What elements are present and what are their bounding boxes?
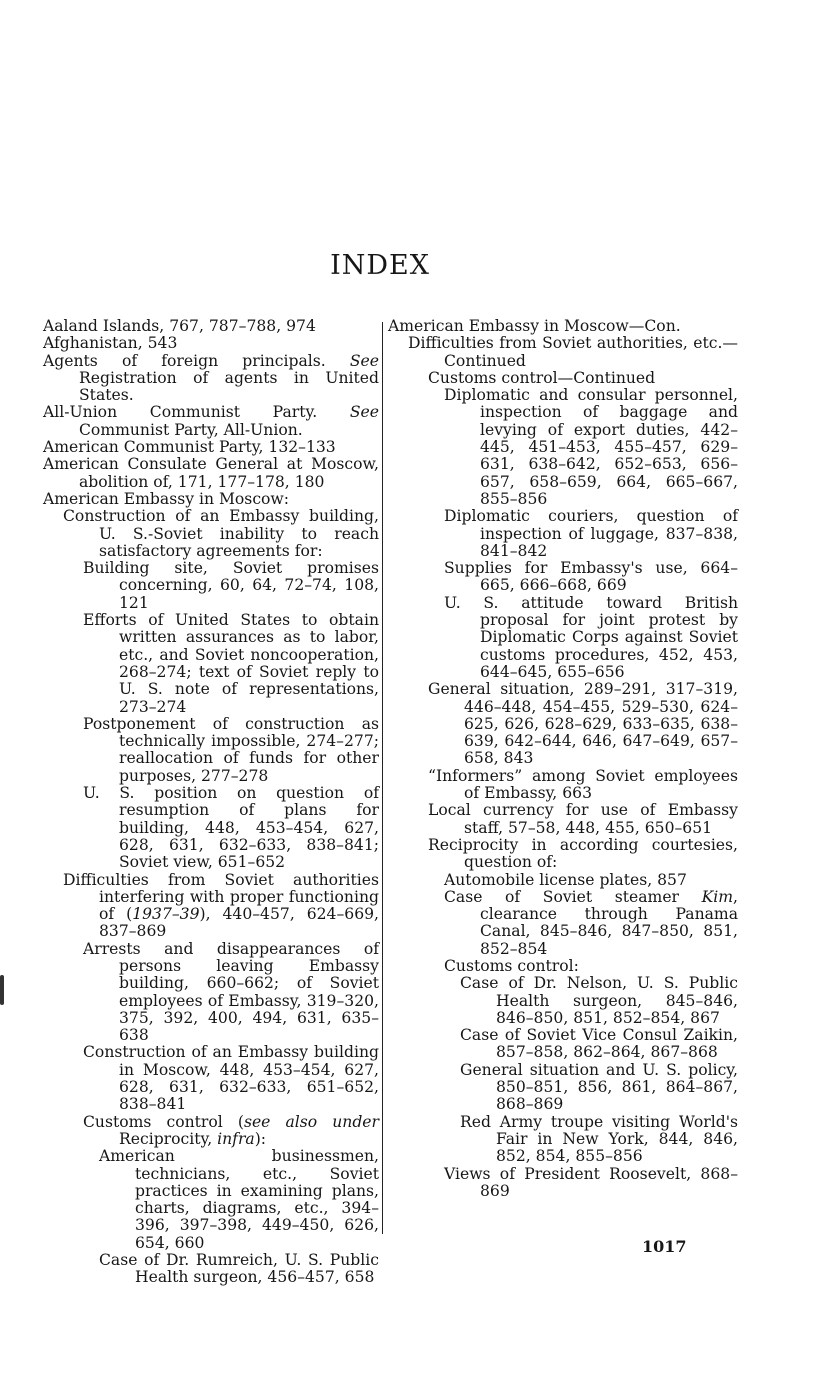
index-entry xyxy=(428,681,738,767)
index-entry-italic-text: see also under xyxy=(243,1112,379,1131)
index-entry xyxy=(428,370,738,387)
index-entry xyxy=(63,508,379,560)
index-entry-text: Efforts of United States to obtain written assurances as to labor, etc., and Soviet noncooperation, 268–274; text of Soviet reply to U. S. note of representations, 273–274 xyxy=(83,611,379,716)
index-entry xyxy=(428,768,738,803)
index-entry xyxy=(460,1027,738,1062)
page-number: 1017 xyxy=(642,1237,687,1256)
index-entry-text: Red Army troupe visiting World's Fair in New York, 844, 846, 852, 854, 855–856 xyxy=(460,1112,738,1166)
index-entry-text: Registration of agents in United States. xyxy=(79,368,379,405)
index-entry-text: General situation and U. S. policy, 850–851, 856, 861, 864–867, 868–869 xyxy=(460,1060,738,1114)
index-entry-text: American Embassy in Moscow—Con. xyxy=(388,317,681,335)
index-entry-text: Construction of an Embassy building, U. S.-Soviet inability to reach satisfactory agreements for: xyxy=(63,507,379,560)
index-entry xyxy=(444,595,738,681)
index-entry xyxy=(99,1148,379,1252)
index-entry-italic-text: See xyxy=(349,403,379,422)
index-column-right xyxy=(388,318,738,1200)
index-entry-text: Customs control: xyxy=(444,956,579,975)
index-entry-text: American Embassy in Moscow: xyxy=(43,489,290,508)
index-entry xyxy=(444,958,738,975)
index-entry-text: Arrests and disappearances of persons leaving Embassy building, 660–662; of Soviet employees of Embassy, 319–320, 375, 392, 400, 494, 631, 635–638 xyxy=(83,939,379,1045)
index-entry-text: General situation, 289–291, 317–319, 446–448, 454–455, 529–530, 624–625, 626, 628–629, 633–635, 638–639, 642–644, 646, 647–649, 657–658, 843 xyxy=(428,680,738,768)
index-entry xyxy=(43,404,379,439)
index-entry xyxy=(444,387,738,508)
index-entry xyxy=(444,872,738,889)
index-entry-italic-text: infra xyxy=(217,1129,255,1148)
index-entry-text: U. S. position on question of resumption of plans for building, 448, 453–454, 627, 628, 631, 632–633, 838–841; Soviet view, 651–652 xyxy=(83,784,379,872)
index-entry xyxy=(83,560,379,612)
index-entry-text: Case of Soviet steamer xyxy=(444,887,702,906)
index-entry xyxy=(444,889,738,958)
index-entry-text: Case of Soviet Vice Consul Zaikin, 857–858, 862–864, 867–868 xyxy=(460,1026,738,1062)
column-divider xyxy=(382,322,383,1234)
index-entry xyxy=(83,785,379,871)
index-entry-text: Customs control—Continued xyxy=(428,368,656,387)
index-entry-text: , clearance through Panama Canal, 845–846, 847–850, 851, 852–854 xyxy=(480,887,738,958)
index-entry-text: Difficulties from Soviet authorities, etc.—Continued xyxy=(408,334,738,370)
index-entry xyxy=(83,941,379,1045)
index-entry-text: American Consulate General at Moscow, abolition of, 171, 177–178, 180 xyxy=(43,455,379,491)
index-entry xyxy=(444,1166,738,1201)
index-entry-text: Reciprocity, xyxy=(119,1129,218,1148)
index-column-left xyxy=(43,318,379,1287)
index-entry xyxy=(83,1114,379,1149)
index-entry-text: Agents of foreign principals. xyxy=(43,351,350,370)
index-entry-text: ), 440–457, 624–669, 837–869 xyxy=(99,905,379,941)
index-entry-text: Construction of an Embassy building in Moscow, 448, 453–454, 627, 628, 631, 632–633, 651–652, 838–841 xyxy=(83,1043,379,1114)
index-entry-italic-text: Kim xyxy=(701,887,734,906)
index-entry-text: American businessmen, technicians, etc., Soviet practices in examining plans, charts, diagrams, etc., 394–396, 397–398, 449–450, 626, 654, 660 xyxy=(99,1147,379,1252)
index-entry xyxy=(408,335,738,370)
index-entry xyxy=(63,872,379,941)
index-entry-text: Diplomatic couriers, question of inspection of luggage, 837–838, 841–842 xyxy=(444,507,738,560)
index-entry-italic-text: 1937–39 xyxy=(132,905,200,924)
index-entry-text: Afghanistan, 543 xyxy=(43,334,178,353)
index-entry-text: Case of Dr. Rumreich, U. S. Public Health surgeon, 456–457, 658 xyxy=(99,1251,379,1287)
index-entry xyxy=(460,1114,738,1166)
index-entry-text: Communist Party, All-Union. xyxy=(79,420,303,439)
index-entry xyxy=(388,318,738,335)
index-entry-text: Supplies for Embassy's use, 664–665, 666–668, 669 xyxy=(444,559,738,595)
index-entry xyxy=(444,508,738,560)
index-entry xyxy=(43,456,379,491)
index-entry-text: Reciprocity in according courtesies, question of: xyxy=(428,835,738,872)
index-entry xyxy=(460,1062,738,1114)
index-entry xyxy=(83,716,379,785)
index-entry-text: Difficulties from Soviet authorities interfering with proper functioning of ( xyxy=(63,870,379,924)
index-entry-text: Diplomatic and consular personnel, inspection of baggage and levying of export duties, 442–445, 451–453, 455–457, 629–631, 638–642, 652–653, 656–657, 658–659, 664, 665–667, 855–856 xyxy=(444,386,738,508)
index-entry xyxy=(444,560,738,595)
index-entry-text: Automobile license plates, 857 xyxy=(444,870,687,889)
index-entry xyxy=(43,353,379,405)
index-entry-text: U. S. attitude toward British proposal for joint protest by Diplomatic Corps against Soviet customs procedures, 452, 453, 644–645, 655–656 xyxy=(444,593,738,681)
index-entry-text: Customs control ( xyxy=(83,1112,244,1131)
index-entry xyxy=(43,318,379,335)
index-entry xyxy=(83,1044,379,1113)
index-entry xyxy=(43,439,379,456)
page-title: INDEX xyxy=(330,250,430,281)
index-entry xyxy=(460,975,738,1027)
index-entry-text: Local currency for use of Embassy staff, 57–58, 448, 455, 650–651 xyxy=(428,801,738,837)
index-entry xyxy=(43,491,379,508)
index-entry-italic-text: See xyxy=(349,351,379,370)
index-entry-text: “Informers” among Soviet employees of Embassy, 663 xyxy=(428,766,738,803)
index-entry-text: Postponement of construction as technically impossible, 274–277; reallocation of funds for other purposes, 277–278 xyxy=(83,714,379,785)
index-entry-text: Aaland Islands, 767, 787–788, 974 xyxy=(43,317,316,335)
index-entry xyxy=(99,1252,379,1287)
index-entry-text: Views of President Roosevelt, 868–869 xyxy=(444,1164,738,1200)
index-entry xyxy=(43,335,379,352)
index-entry-text: Building site, Soviet promises concerning, 60, 64, 72–74, 108, 121 xyxy=(83,559,379,612)
index-entry-text: All-Union Communist Party. xyxy=(43,403,350,422)
index-entry xyxy=(428,837,738,872)
index-entry-text: American Communist Party, 132–133 xyxy=(43,438,336,457)
index-entry-text: Case of Dr. Nelson, U. S. Public Health surgeon, 845–846, 846–850, 851, 852–854, 867 xyxy=(460,974,738,1027)
scan-edge-mark xyxy=(0,975,4,1005)
index-entry xyxy=(428,802,738,837)
index-entry xyxy=(83,612,379,716)
index-entry-text: ): xyxy=(254,1129,267,1148)
